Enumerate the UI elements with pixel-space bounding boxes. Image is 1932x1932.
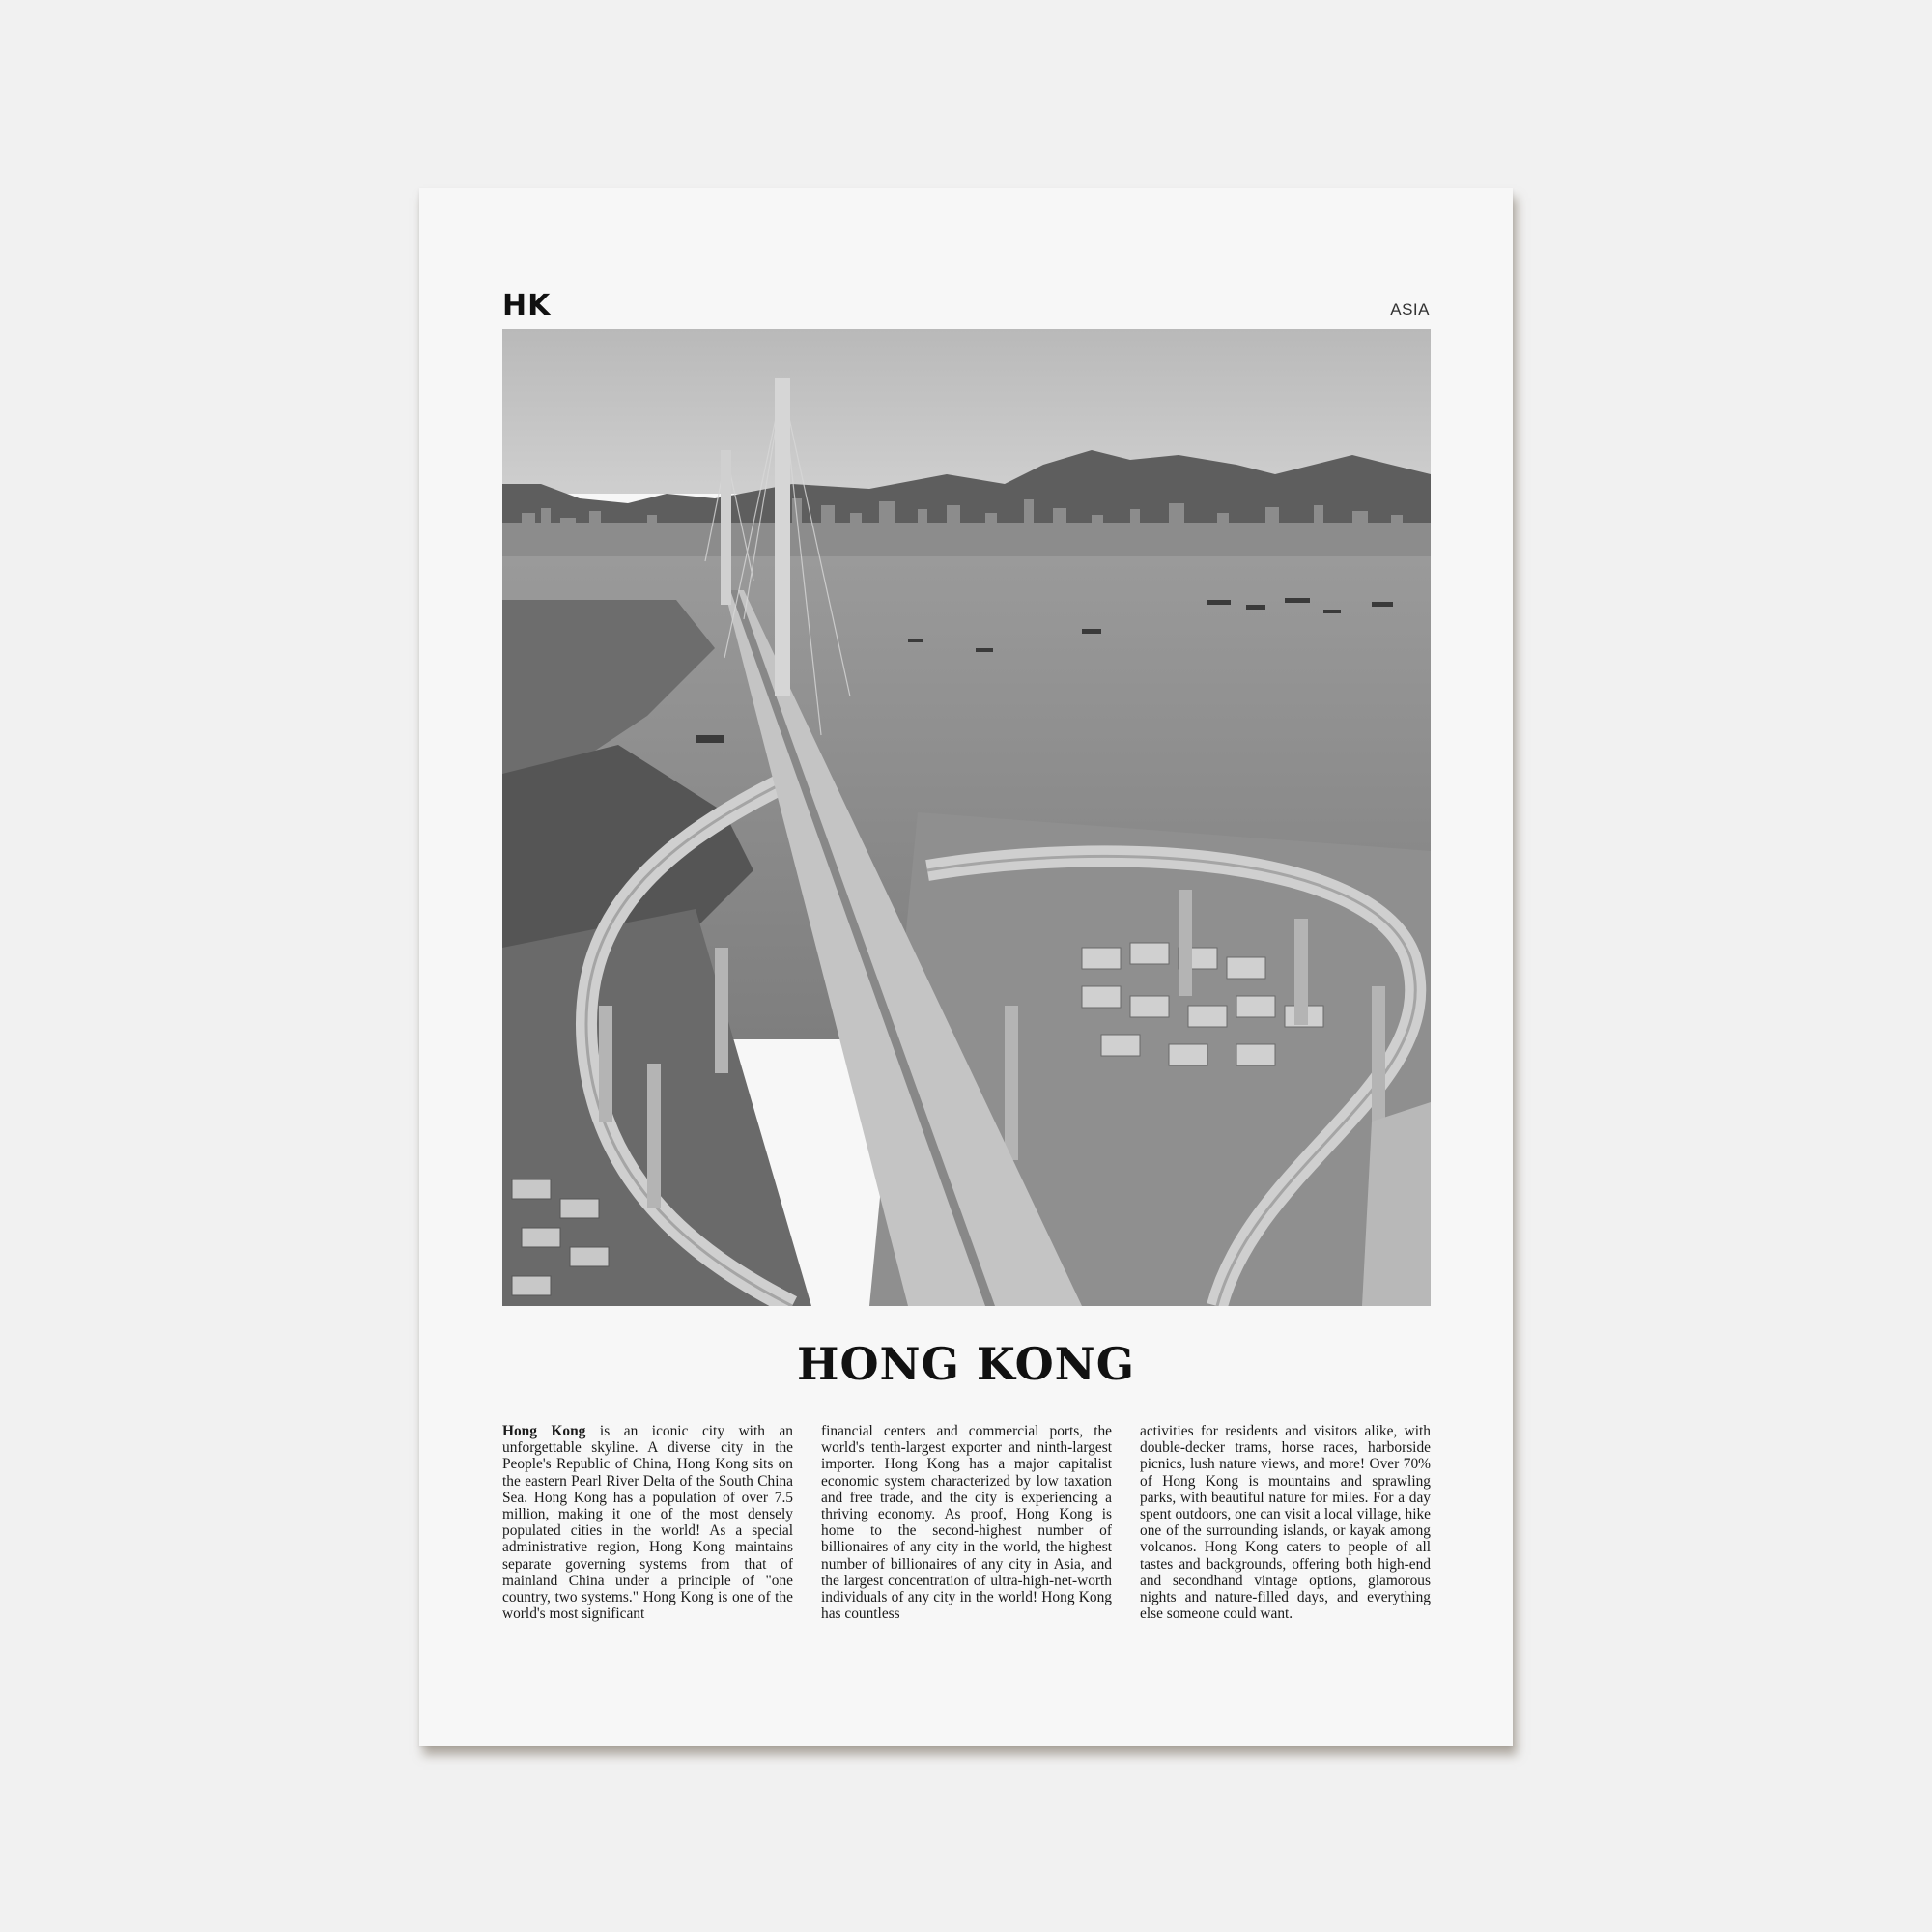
bridge-photo-illustration <box>502 329 1431 1306</box>
city-photo <box>502 329 1431 1306</box>
city-code: HK <box>502 289 552 323</box>
description-text-1: is an iconic city with an unforgettable skyline. A diverse city in the People's Republic of China, Hong Kong sits on the eastern Pearl River Delta of the South China Sea. Hong Kong has a population of over 7.5 million, making it one of the most densely populated cities in the world! As a special administrative region, Hong Kong maintains separate governing systems from that of mainland China under a principle of "one country, two systems." Hong Kong is one of the world's most significant <box>502 1423 793 1623</box>
poster <box>419 188 1513 1746</box>
description-column-2: financial centers and commercial ports, the world's tenth-largest exporter and ninth-largest importer. Hong Kong has a major capitalist economic system characterized by low taxation and free trade, and the city is experiencing a thriving economy. As proof, Hong Kong is home to the second-highest number of billionaires of any city in the world, the highest number of billionaires of any city in Asia, and the largest concentration of ultra-high-net-worth individuals of any city in the world! Hong Kong has countless <box>821 1423 1112 1623</box>
description-column-1 <box>502 1423 793 1622</box>
description-lead: Hong Kong <box>502 1423 586 1439</box>
region-label: ASIA <box>1390 300 1430 319</box>
city-title: HONG KONG <box>796 1338 1136 1390</box>
description-column-3: activities for residents and visitors alike, with double-decker trams, horse races, harborside picnics, lush nature views, and more! Over 70% of Hong Kong is mountains and sprawling parks, with beautiful nature for miles. For a day spent outdoors, one can visit a local village, hike one of the surrounding islands, or kayak among volcanos. Hong Kong caters to people of all tastes and backgrounds, offering both high-end and secondhand vintage options, glamorous nights and nature-filled days, and everything else someone could want. <box>1140 1423 1431 1623</box>
description-columns <box>502 1423 1431 1622</box>
